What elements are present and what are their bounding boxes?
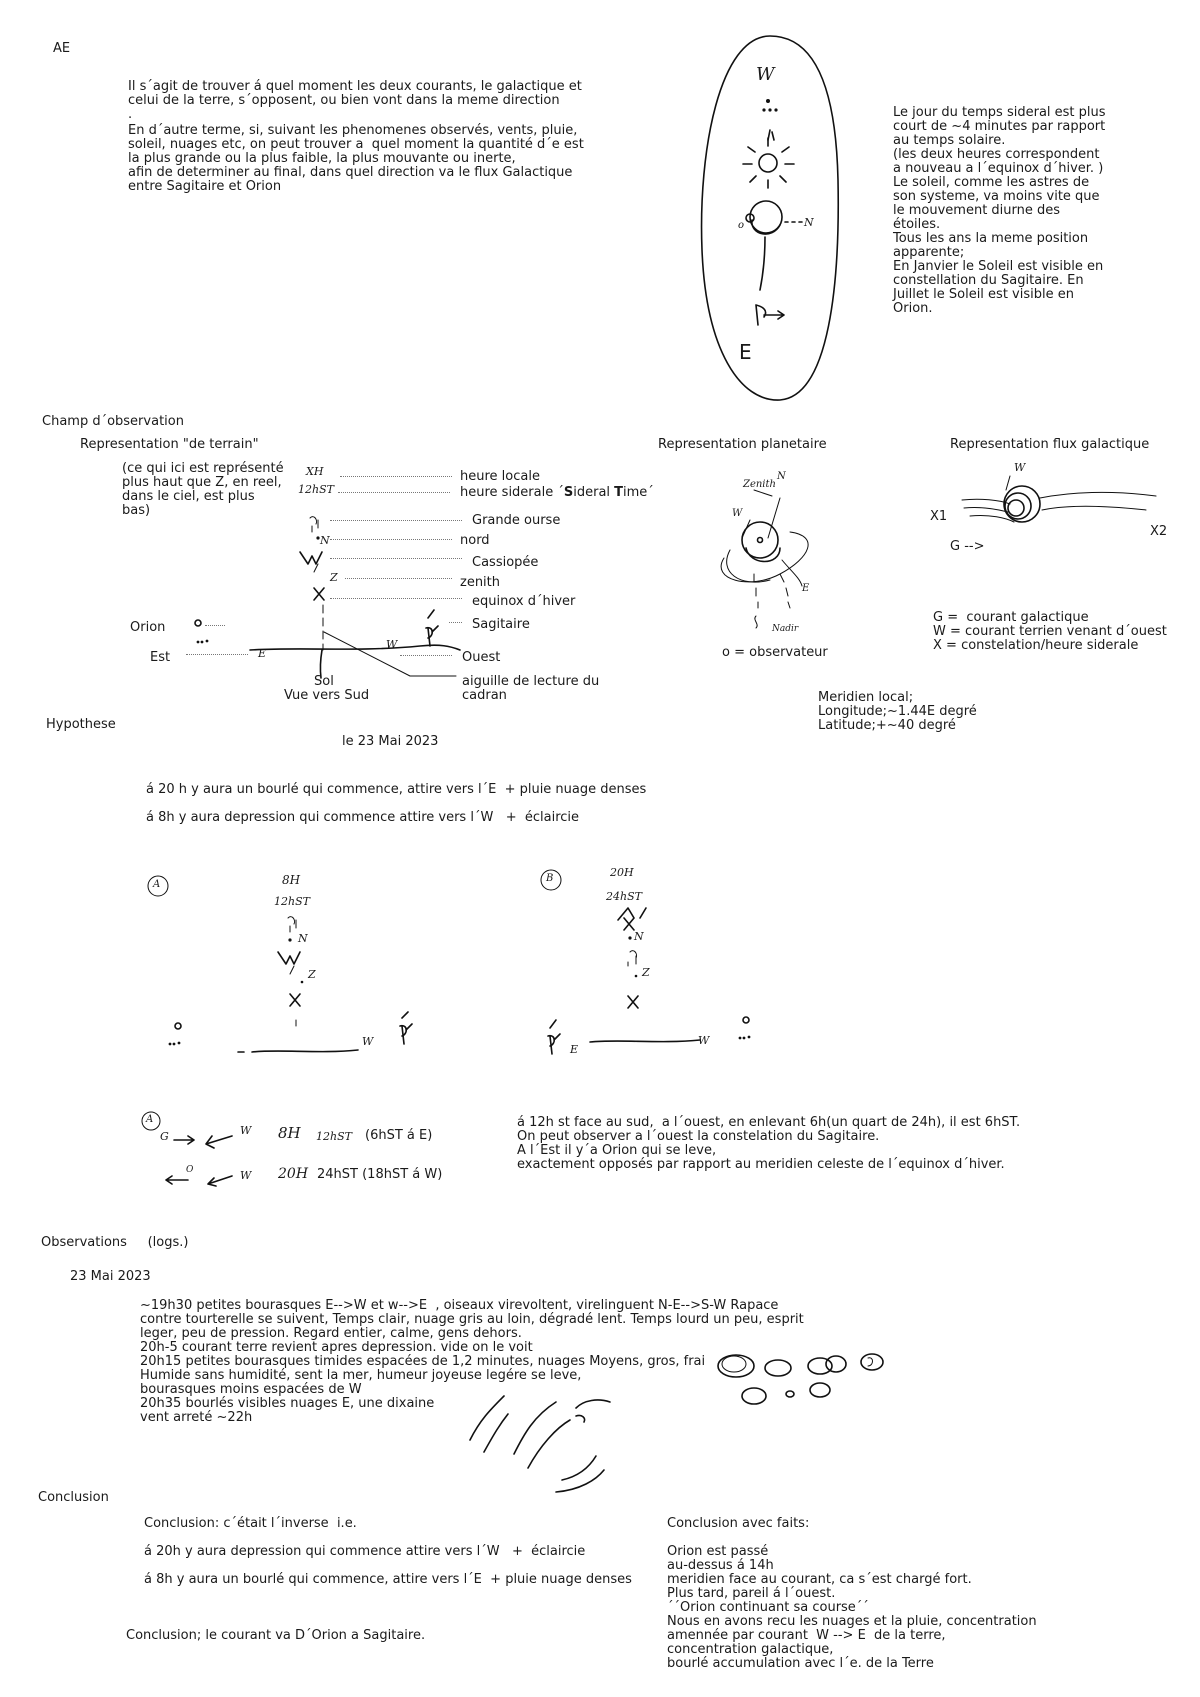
label-heure-siderale: heure siderale ´Sideral Time´ [460, 485, 654, 500]
compass-w-label: W [756, 64, 775, 85]
intro-paragraph-1: Il s´agit de trouver á quel moment les deux courants, le galactique et celui de la terre, s´opposent, ou bien vont dans la meme direction . [128, 79, 582, 122]
planetaire-title: Representation planetaire [658, 437, 827, 452]
page-tag: AE [53, 41, 71, 56]
planetaire-sketch [710, 470, 830, 640]
observations-log: ~19h30 petites bourasques E-->W et w-->E , oiseaux virevoltent, virelinguent N-E-->S-W Rapace contre tourterelle se suivent, Temps clair, nuage gris au loin, dégradé lent. Temps lourd un peu, esprit leger, peu de pression. Regard entier, calme, gens dehors. 20h-5 courant terre revient apres depression. vide on le voit 20h15 petites bourasques timides espacées de 1,2 minutes, nuages Moyens, gros, frai Humide sans humidité, sent la mer, humeur joyeuse legére se leve, bourasques moins espacées de W 20h35 bourlés visibles nuages E, une dixaine vent arreté ~22h [140, 1298, 804, 1425]
terrain-n-mark: N [320, 534, 330, 547]
sketch-b-z: Z [642, 966, 650, 979]
terrain-note: (ce qui ici est représenté plus haut que Z, en reel, dans le ciel, est plus bas) [122, 461, 284, 518]
label-aiguille: aiguille de lecture du cadran [462, 674, 600, 703]
flux-x2-label: X2 [1150, 524, 1168, 539]
sketch-a-hour: 8H [282, 873, 301, 887]
sketch-b-e: E [570, 1043, 579, 1056]
leader-sagitaire [449, 622, 462, 623]
conclusion-inverse: Conclusion: c´était l´inverse i.e. [144, 1516, 357, 1531]
leader-heure-siderale [338, 492, 450, 493]
observations-date: 23 Mai 2023 [70, 1269, 151, 1284]
planet-n-mark: N [777, 471, 786, 482]
planet-w-mark: W [732, 508, 743, 519]
label-heure-locale: heure locale [460, 469, 540, 484]
summary-line-1: (6hST á E) [365, 1128, 433, 1143]
leader-nord [330, 539, 452, 540]
summary-w1-mark: W [240, 1124, 252, 1137]
hypothese-line-1: á 20 h y aura un bourlé qui commence, attire vers l´E + pluie nuage denses [146, 782, 647, 797]
leader-grande-ourse [330, 520, 462, 521]
sketch-b-hour: 20H [610, 866, 634, 879]
wind-gusts-sketch [460, 1380, 630, 1500]
summary-o-mark: O [186, 1165, 194, 1175]
label-vue-sud: Vue vers Sud [284, 688, 370, 703]
section-observations-title: Observations (logs.) [41, 1235, 189, 1250]
intro-paragraph-2: En d´autre terme, si, suivant les phenomenes observés, vents, pluie, soleil, nuages etc, on peut trouver a quel moment la quantité d´e est la plus grande ou la plus faible, la plus mouvante ou inerte, afin de determiner au final, dans quel direction va le flux Galactique entre Sagitaire et Orion [128, 123, 584, 194]
summary-a-label: A [146, 1114, 154, 1125]
leader-orion [205, 625, 225, 626]
clouds-sketch [712, 1348, 892, 1408]
label-sagitaire: Sagitaire [472, 617, 530, 632]
hypothese-line-2: á 8h y aura depression qui commence attire vers l´W + éclaircie [146, 810, 580, 825]
leader-heure-locale [340, 476, 452, 477]
compass-n-label: N [804, 216, 814, 229]
leader-zenith [345, 578, 452, 579]
label-equinox: equinox d´hiver [472, 594, 576, 609]
label-est: Est [150, 650, 171, 665]
sketch-a-label: A [153, 879, 161, 890]
sketch-a-z: Z [308, 968, 316, 981]
label-orion: Orion [130, 620, 166, 635]
sketch-b-w: W [698, 1034, 710, 1047]
hypothese-explication: á 12h st face au sud, a l´ouest, en enlevant 6h(un quart de 24h), il est 6hST. On peut observer a l´ouest la constelation du Sagitaire. A l´Est il y´a Orion qui se leve, exactement opposés par rapport au meridien celeste de l´equinox d´hiver. [517, 1115, 1021, 1172]
planet-nadir-mark: Nadir [772, 624, 799, 634]
leader-cassiopee [330, 558, 462, 559]
section-hypothese-title: Hypothese [46, 717, 116, 732]
terrain-hst-mark: 12hST [298, 483, 334, 496]
compass-e-label: E [739, 340, 752, 364]
leader-equinox [330, 598, 462, 599]
label-cassiopee: Cassiopée [472, 555, 539, 570]
label-nord: nord [460, 533, 490, 548]
label-ouest: Ouest [462, 650, 501, 665]
summary-w2-mark: W [240, 1169, 252, 1182]
aiguille-leader-line [320, 628, 460, 678]
planet-e-mark: E [802, 583, 810, 594]
planetaire-caption: o = observateur [722, 645, 828, 660]
sketch-b-hst: 24hST [606, 890, 642, 903]
summary-arrows [140, 1120, 260, 1190]
compass-oval-sketch [690, 30, 850, 410]
summary-hour-20: 20H [278, 1166, 309, 1182]
flux-g-label: G --> [950, 539, 985, 554]
label-zenith: zenith [460, 575, 501, 590]
terrain-e-mark: E [258, 647, 267, 660]
sketch-b-n: N [634, 930, 644, 943]
summary-hour-8: 8H [278, 1124, 301, 1142]
sketch-a-n: N [298, 932, 308, 945]
section-champ-title: Champ d´observation [42, 414, 184, 429]
compass-o-label: o [738, 220, 745, 231]
flux-x1-label: X1 [930, 509, 948, 524]
conclusion-faits: Orion est passé au-dessus á 14h meridien face au courant, ca s´est chargé fort. Plus tard, pareil á l´ouest. ´´Orion continuant sa course´´ Nous en avons recu les nuages et la pluie, concentration amennée par courant W --> E de la terre, concentration galactique, bourlé accumulation avec l´e. de la Terre [667, 1544, 1037, 1671]
meridien-local-note: Meridien local; Longitude;~1.44E degré Latitude;+~40 degré [818, 690, 977, 733]
sketch-b [540, 900, 780, 1060]
sketch-a-w: W [362, 1035, 374, 1048]
leader-est [186, 654, 248, 655]
section-conclusion-title: Conclusion [38, 1490, 109, 1505]
planet-zenith-mark: Zenith [743, 479, 776, 490]
summary-g-mark: G [160, 1130, 169, 1143]
sketch-b-label: B [546, 873, 554, 884]
summary-hst-12: 12hST [316, 1130, 352, 1143]
conclusion-faits-title: Conclusion avec faits: [667, 1516, 810, 1531]
flux-title: Representation flux galactique [950, 437, 1150, 452]
hypothese-date: le 23 Mai 2023 [342, 734, 439, 749]
flux-w-mark: W [1014, 461, 1026, 474]
terrain-w-mark: W [386, 638, 398, 651]
sidereal-time-note: Le jour du temps sideral est plus court de ~4 minutes par rapport au temps solaire. (les deux heures correspondent a nouveau a l´equinox d´hiver. ) Le soleil, comme les astres de son systeme, va moins vite que le mouvement diurne des étoiles. Tous les ans la meme position apparente; En Janvier le Soleil est visible en constellation du Sagitaire. En Juillet le Soleil est visible en Orion. [893, 105, 1106, 316]
label-grande-ourse: Grande ourse [472, 513, 561, 528]
sketch-a-hst: 12hST [274, 895, 310, 908]
conclusion-line-1: á 20h y aura depression qui commence attire vers l´W + éclaircie [144, 1544, 586, 1559]
flux-galactique-sketch [960, 470, 1160, 540]
summary-line-2: 24hST (18hST á W) [317, 1167, 443, 1182]
flux-legend: G = courant galactique W = courant terrien venant d´ouest X = constelation/heure siderale [933, 610, 1167, 653]
conclusion-final: Conclusion; le courant va D´Orion a Sagitaire. [126, 1628, 426, 1643]
terrain-xh-mark: XH [306, 465, 324, 478]
sketch-a [160, 910, 440, 1060]
terrain-z-mark: Z [330, 571, 338, 584]
conclusion-line-2: á 8h y aura un bourlé qui commence, attire vers l´E + pluie nuage denses [144, 1572, 632, 1587]
label-sol: Sol [314, 674, 334, 689]
terrain-title: Representation "de terrain" [80, 437, 259, 452]
